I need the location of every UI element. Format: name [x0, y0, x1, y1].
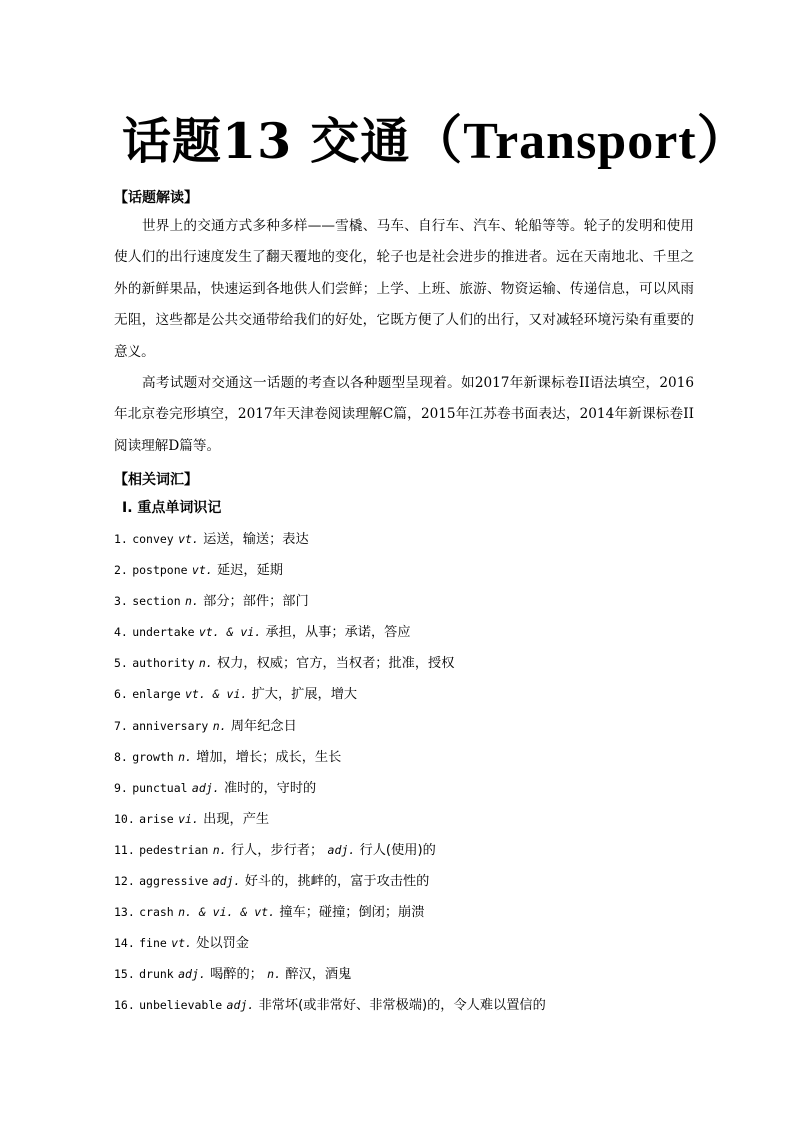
vocab-word: unbelievable [139, 998, 223, 1013]
vocab-item [114, 866, 546, 897]
vocab-item [114, 897, 546, 928]
vocab-number: 13. [114, 905, 135, 920]
vocab-item [114, 742, 546, 773]
vocab-part-of-speech: vt. & vi. [184, 687, 248, 702]
vocab-meaning-2: 行人(使用)的 [359, 842, 436, 858]
vocab-item [114, 524, 546, 555]
vocab-part-of-speech: n. [184, 594, 199, 609]
vocab-part-of-speech: adj. [212, 874, 241, 889]
vocab-part-of-speech: vt. [171, 936, 192, 951]
vocab-meaning: 行人，步行者； [230, 842, 324, 858]
vocab-item [114, 679, 546, 710]
vocab-meaning: 喝醉的； [210, 967, 263, 983]
vocab-word: punctual [132, 780, 188, 795]
vocab-item [114, 990, 546, 1021]
vocab-number: 2. [114, 563, 128, 578]
vocab-part-of-speech: vi. [178, 811, 199, 826]
vocab-part-of-speech: vt. & vi. [198, 625, 262, 640]
vocab-part-of-speech: adj. [226, 998, 255, 1013]
vocab-item [114, 648, 546, 679]
subheading-key-words: Ⅰ. 重点单词识记 [122, 500, 222, 516]
vocab-item [114, 835, 546, 866]
vocab-part-of-speech: n. & vi. & vt. [178, 905, 275, 920]
vocab-part-of-speech: adj. [178, 967, 206, 982]
vocab-meaning: 运送，输送；表达 [203, 532, 309, 547]
vocab-item [114, 928, 546, 959]
vocab-part-of-speech-2: adj. [327, 842, 356, 857]
vocab-number: 6. [114, 687, 128, 702]
vocab-word: fine [139, 936, 167, 951]
vocab-number: 4. [114, 625, 128, 640]
paragraph-intro: 世界上的交通方式多种多样——雪橇、马车、自行车、汽车、轮船等等。轮子的发明和使用使人们的出行速度发生了翻天覆地的变化，轮子也是社会进步的推进者。远在天南地北、千里之外的新鲜果品，快速运到各地供人们尝鲜；上学、上班、旅游、物资运输、传递信息，可以风雨无阻，这些都是公共交通带给我们的好处，它既方便了人们的出行，又对减轻环境污染有重要的意义。 [114, 218, 694, 360]
vocab-meaning: 扩大，扩展，增大 [251, 687, 358, 703]
vocab-word: growth [132, 749, 174, 764]
vocab-part-of-speech: n. [212, 718, 227, 733]
vocab-item [114, 711, 546, 742]
vocab-number: 16. [114, 998, 135, 1013]
vocab-item [114, 617, 546, 648]
vocab-number: 15. [114, 967, 135, 982]
vocab-item [114, 555, 546, 586]
vocab-word: crash [139, 905, 174, 920]
vocab-meaning: 出现，产生 [203, 811, 270, 827]
vocab-word: pedestrian [139, 842, 209, 857]
vocab-number: 10. [114, 811, 135, 826]
vocab-meaning: 增加，增长；成长，生长 [196, 749, 342, 765]
vocab-item [114, 773, 546, 804]
vocab-number: 8. [114, 749, 128, 764]
vocab-number: 9. [114, 780, 128, 795]
vocabulary-list [114, 524, 546, 1022]
title-english: （Transport） [410, 113, 750, 170]
vocab-meaning: 权力，权威；官方，当权者；批准，授权 [217, 656, 455, 672]
vocab-meaning: 周年纪念日 [230, 718, 297, 734]
title-chinese: 话题13 交通 [122, 112, 411, 170]
vocab-word: arise [139, 811, 174, 826]
vocab-part-of-speech: n. [178, 749, 192, 764]
vocab-meaning: 好斗的，挑衅的，富于攻击性的 [244, 874, 430, 890]
vocab-number: 12. [114, 874, 135, 889]
vocab-meaning: 处以罚金 [196, 936, 249, 952]
section-heading-vocabulary: 【相关词汇】 [114, 472, 198, 488]
paragraph-exam: 高考试题对交通这一话题的考查以各种题型呈现着。如2017年新课标卷II语法填空，2016年北京卷完形填空，2017年天津卷阅读理解C篇，2015年江苏卷书面表达，2014年新课标卷II阅读理解D篇等。 [114, 375, 694, 454]
vocab-word: postpone [132, 563, 188, 578]
vocab-part-of-speech: vt. [191, 563, 213, 578]
vocab-part-of-speech: vt. [178, 532, 199, 546]
vocab-number: 5. [114, 656, 128, 671]
vocab-meaning: 延迟，延期 [217, 563, 283, 579]
vocab-part-of-speech: n. [198, 656, 213, 671]
vocab-meaning: 撞车；碰撞；倒闭；崩溃 [279, 905, 425, 921]
vocab-word: section [132, 594, 181, 609]
vocab-word: aggressive [139, 874, 209, 889]
vocab-item [114, 959, 546, 990]
vocab-number: 11. [114, 842, 135, 857]
vocab-meaning-2: 醉汉，酒鬼 [285, 967, 352, 983]
vocab-word: convey [132, 532, 174, 546]
vocab-number: 1. [114, 532, 128, 546]
vocab-word: enlarge [132, 687, 181, 702]
vocab-meaning: 准时的，守时的 [223, 780, 317, 796]
vocab-word: anniversary [132, 718, 209, 733]
page-title [122, 108, 794, 174]
vocab-number: 14. [114, 936, 135, 951]
vocab-word: drunk [139, 967, 174, 982]
vocab-part-of-speech-2: n. [267, 967, 282, 982]
vocab-meaning: 承担，从事；承诺，答应 [265, 625, 411, 641]
vocab-part-of-speech: adj. [191, 780, 220, 795]
vocab-word: authority [132, 656, 195, 671]
vocab-part-of-speech: n. [212, 842, 227, 857]
vocab-meaning: 非常坏(或非常好、非常极端)的，令人难以置信的 [258, 998, 546, 1014]
vocab-item [114, 804, 546, 835]
vocab-word: undertake [132, 625, 195, 640]
vocab-number: 7. [114, 718, 128, 733]
vocab-number: 3. [114, 594, 128, 609]
section-heading-topic-reading: 【话题解读】 [114, 190, 198, 206]
vocab-meaning: 部分；部件；部门 [203, 594, 309, 610]
vocab-item [114, 586, 546, 617]
